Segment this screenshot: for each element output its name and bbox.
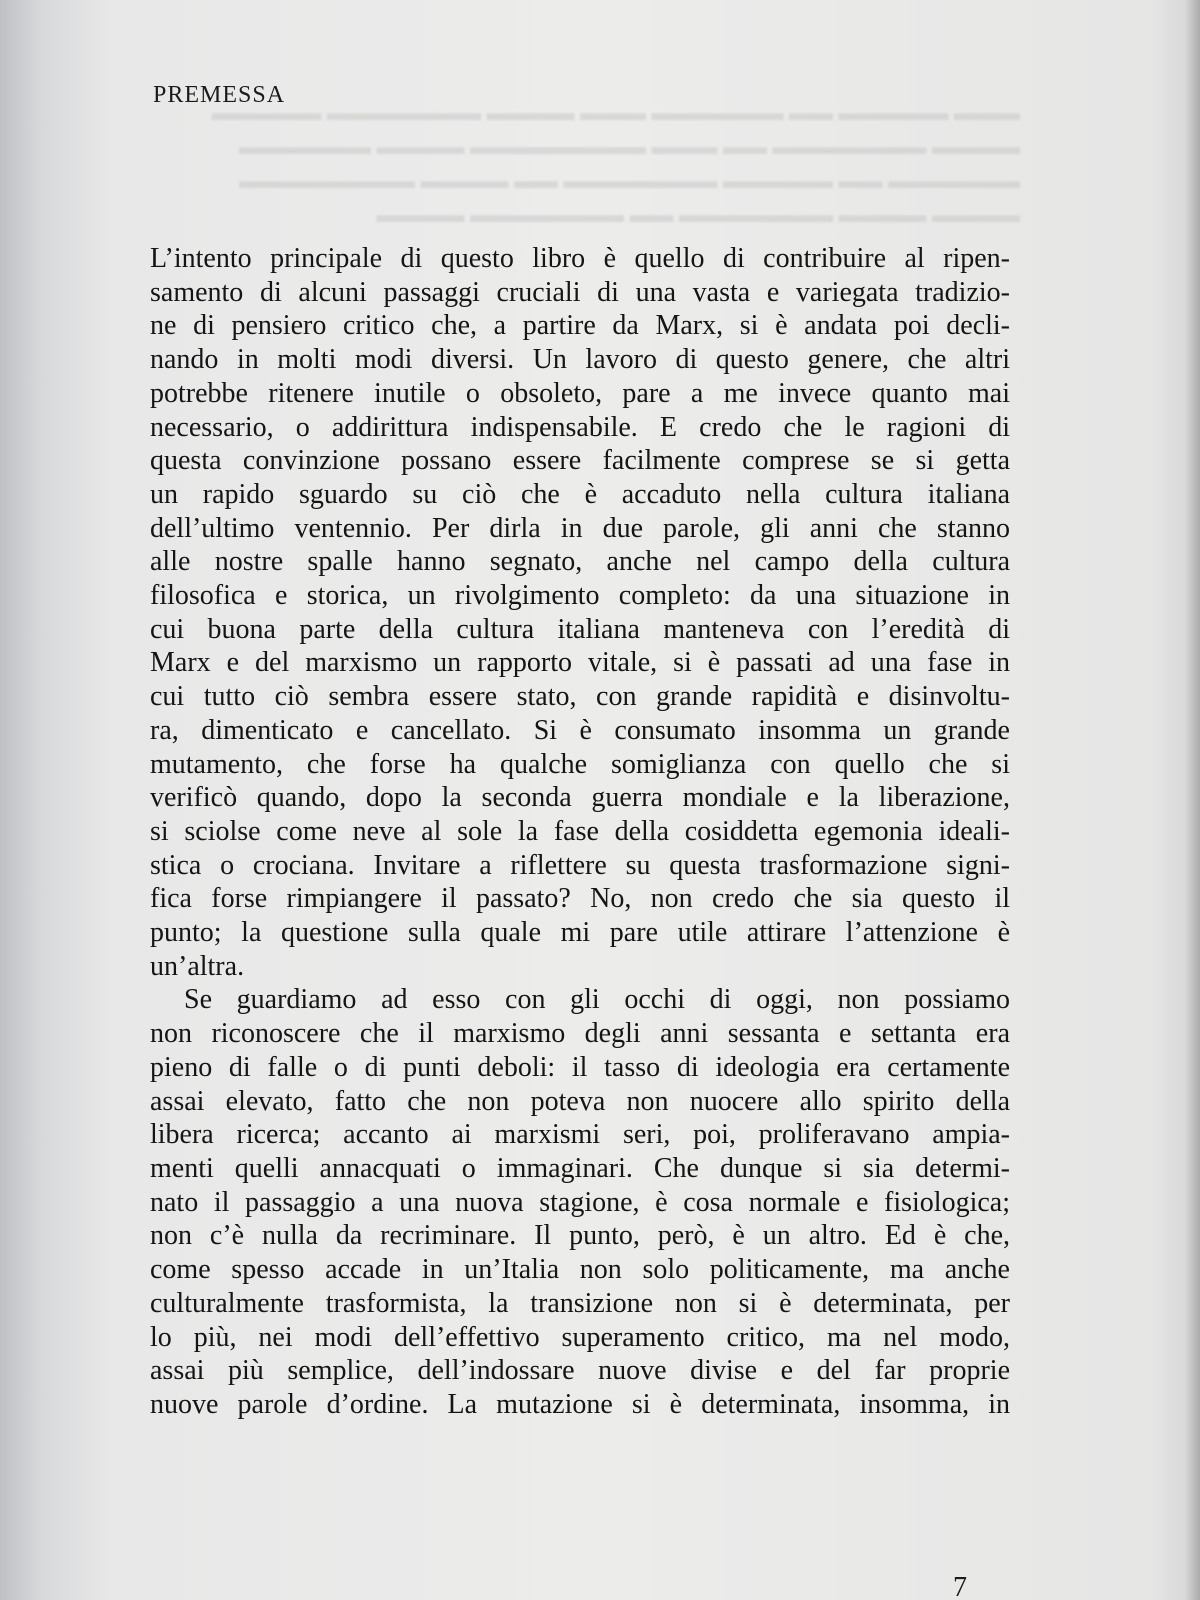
paragraph-1 — [150, 242, 1010, 983]
text-line: ra, dimenticato e cancellato. Si è consumato insomma un grande — [150, 714, 1010, 746]
text-line: Se guardiamo ad esso con gli occhi di oggi, non possiamo — [184, 984, 1010, 1016]
text-line: punto; la questione sulla quale mi pare utile attirare l’attenzione è — [150, 917, 1010, 949]
text-line: fica forse rimpiangere il passato? No, non credo che sia questo il — [150, 883, 1010, 915]
text-line: assai elevato, fatto che non poteva non nuocere allo spirito della — [150, 1085, 1010, 1117]
text-line: assai più semplice, dell’indossare nuove divise e del far proprie — [150, 1355, 1010, 1387]
paragraph-2 — [150, 983, 1010, 1421]
page-number: 7 — [953, 1572, 967, 1600]
text-line: non riconoscere che il marxismo degli anni sessanta e settanta era — [150, 1018, 1010, 1050]
text-line: come spesso accade in un’Italia non solo politicamente, ma anche — [150, 1254, 1010, 1286]
text-line: lo più, nei modi dell’effettivo superamento critico, ma nel modo, — [150, 1321, 1010, 1353]
text-line: libera ricerca; accanto ai marxismi seri, poi, proliferavano ampia- — [150, 1119, 1010, 1151]
text-line: pieno di falle o di punti deboli: il tasso di ideologia era certamente — [150, 1051, 1010, 1083]
text-line: non c’è nulla da recriminare. Il punto, però, è un altro. Ed è che, — [150, 1220, 1010, 1252]
text-line: stica o crociana. Invitare a riflettere su questa trasformazione signi- — [150, 849, 1010, 881]
text-line: un rapido sguardo su ciò che è accaduto nella cultura italiana — [150, 478, 1010, 510]
text-line: filosofica e storica, un rivolgimento completo: da una situazione in — [150, 580, 1010, 612]
text-line: nando in molti modi diversi. Un lavoro di questo genere, che altri — [150, 344, 1010, 376]
bleed-through-text: ▬▬▬ ▬▬▬▬▬ ▬▬ ▬▬▬▬▬▬ ▬▬▬ ▬▬▬▬ ▬▬▬▬▬▬▬ ▬▬▬▬▬ ▬▬▬▬ ▬▬▬▬▬▬▬ ▬▬ ▬▬▬ ▬▬▬▬▬▬▬▬ ▬▬▬▬ ▬▬▬▬▬▬ ▬▬▬▬▬▬ ▬▬ ▬▬▬▬▬ ▬▬▬▬▬▬▬ ▬▬ ▬▬▬▬ ▬▬▬▬▬▬▬▬ ▬▬▬▬ ▬▬▬▬ ▬▬▬▬▬▬▬ ▬▬ ▬▬▬▬▬▬▬ ▬▬▬▬ — [211, 100, 1020, 227]
body-text — [150, 242, 1010, 1422]
text-line: nato il passaggio a una nuova stagione, è cosa normale e fisiologica; — [150, 1186, 1010, 1218]
text-line: mutamento, che forse ha qualche somiglianza con quello che si — [150, 748, 1010, 780]
text-line: dell’ultimo ventennio. Per dirla in due parole, gli anni che stanno — [150, 512, 1010, 544]
text-line: potrebbe ritenere inutile o obsoleto, pare a me invece quanto mai — [150, 377, 1010, 409]
text-line: menti quelli annacquati o immaginari. Che dunque si sia determi- — [150, 1152, 1010, 1184]
text-line: alle nostre spalle hanno segnato, anche nel campo della cultura — [150, 546, 1010, 578]
text-line: questa convinzione possano essere facilmente comprese se si getta — [150, 445, 1010, 477]
text-line: Marx e del marxismo un rapporto vitale, si è passati ad una fase in — [150, 647, 1010, 679]
chapter-heading: PREMESSA — [153, 82, 286, 108]
text-line: un’altra. — [150, 950, 245, 982]
text-line: si sciolse come neve al sole la fase della cosiddetta egemonia ideali- — [150, 815, 1010, 847]
text-line: ne di pensiero critico che, a partire da Marx, si è andata poi decli- — [150, 310, 1010, 342]
text-line: necessario, o addirittura indispensabile. E credo che le ragioni di — [150, 411, 1010, 443]
text-line: nuove parole d’ordine. La mutazione si è determinata, insomma, in — [150, 1388, 1010, 1420]
text-line: samento di alcuni passaggi cruciali di una vasta e variegata tradizio- — [150, 276, 1010, 308]
text-line: verificò quando, dopo la seconda guerra mondiale e la liberazione, — [150, 782, 1010, 814]
text-line: cui tutto ciò sembra essere stato, con grande rapidità e disinvoltu- — [150, 681, 1010, 713]
text-line: cui buona parte della cultura italiana manteneva con l’eredità di — [150, 613, 1010, 645]
text-line: L’intento principale di questo libro è quello di contribuire al ripen- — [150, 243, 1010, 274]
text-line: culturalmente trasformista, la transizione non si è determinata, per — [150, 1287, 1010, 1319]
